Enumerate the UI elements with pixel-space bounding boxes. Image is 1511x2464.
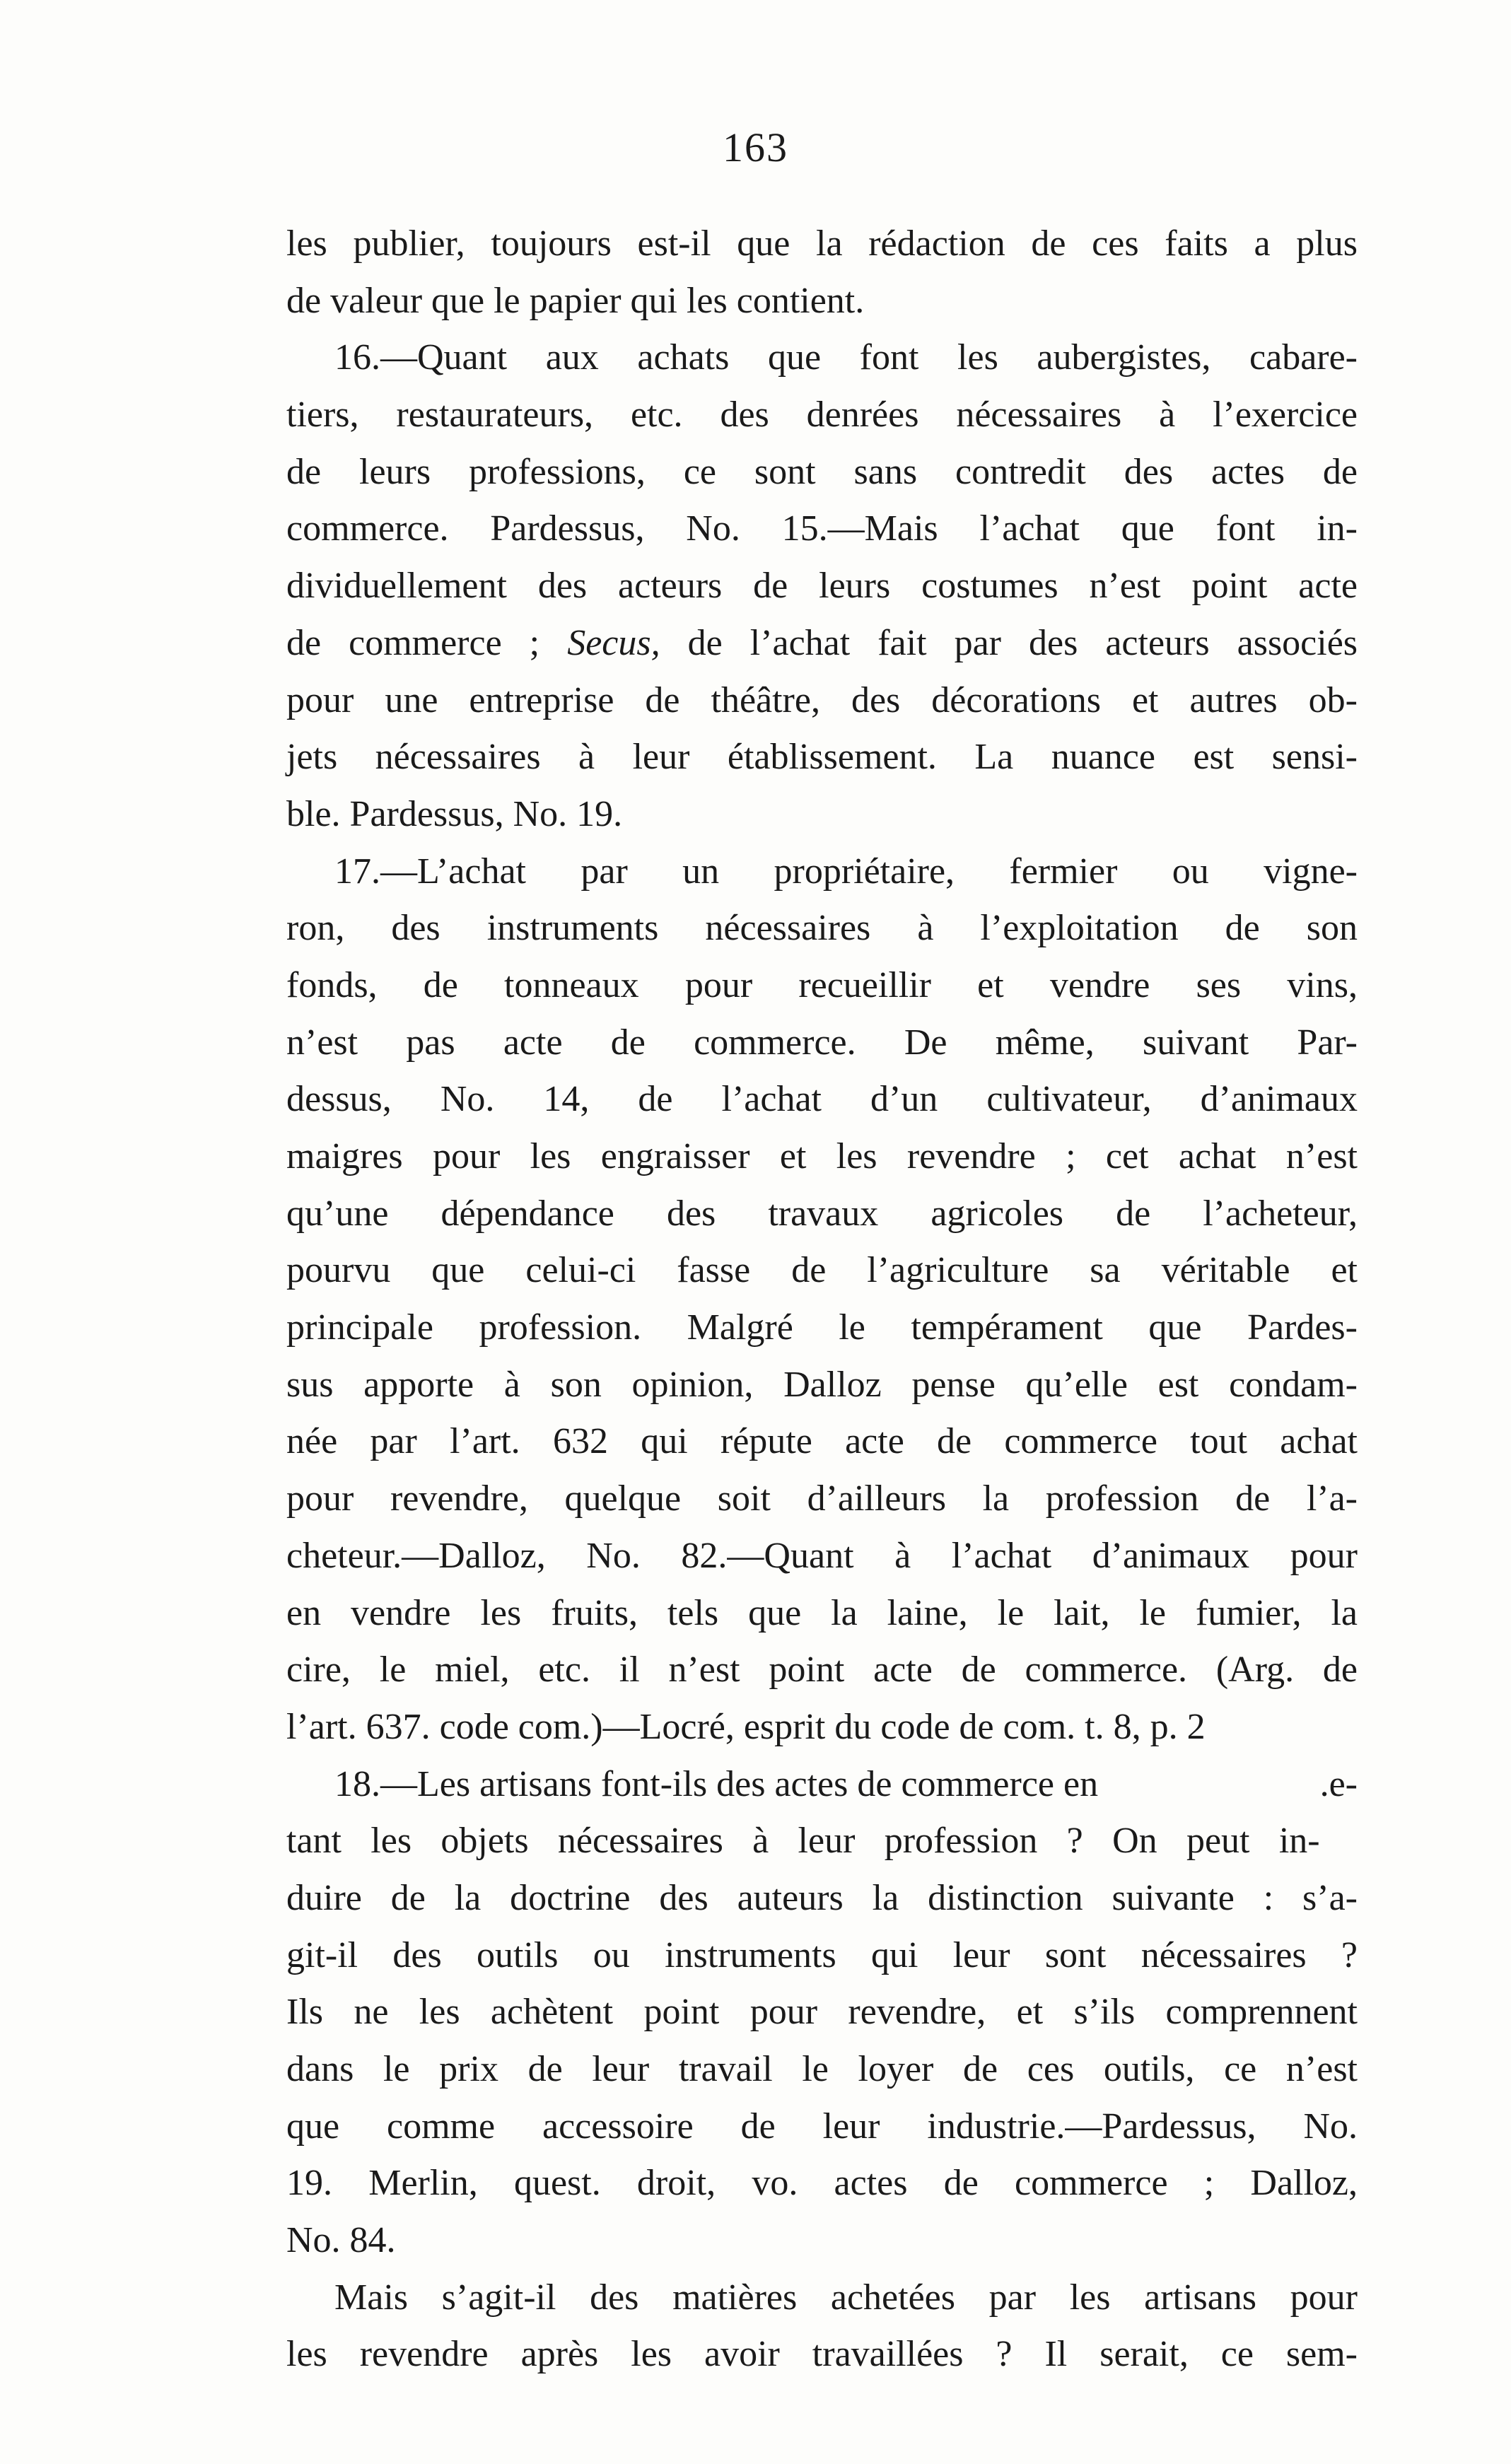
- text-line: l’art. 637. code com.)—Locré, esprit du code de com. t. 8, p. 2: [286, 1706, 1206, 1747]
- text-line: fonds, de tonneaux pour recueillir et vendre ses vins,: [286, 964, 1358, 1005]
- text-line: dans le prix de leur travail le loyer de ces outils, ce n’est: [286, 2049, 1358, 2089]
- text-line: pourvu que celui-ci fasse de l’agriculture sa véritable et: [286, 1250, 1358, 1291]
- text-line: [286, 1756, 1358, 1814]
- body-text: [286, 216, 1358, 2383]
- page-number: 163: [723, 124, 788, 170]
- text-line: dividuellement des acteurs de leurs costumes n’est point acte: [286, 566, 1358, 607]
- text-fragment: .e-: [1319, 1763, 1358, 1804]
- text-line: jets nécessaires à leur établissement. La nuance est sensi-: [286, 737, 1358, 778]
- text-line: pour revendre, quelque soit d’ailleurs la profession de l’a-: [286, 1478, 1358, 1519]
- text-line: née par l’art. 632 qui répute acte de commerce tout achat: [286, 1421, 1358, 1462]
- text-line: les revendre après les avoir travaillées ? Il serait, ce sem-: [286, 2334, 1358, 2375]
- text-line: cire, le miel, etc. il n’est point acte de commerce. (Arg. de: [286, 1650, 1358, 1691]
- text-line: cheteur.—Dalloz, No. 82.—Quant à l’achat d’animaux pour: [286, 1535, 1358, 1576]
- text-line: 17.—L’achat par un propriétaire, fermier ou vigne-: [334, 851, 1358, 892]
- text-line: ron, des instruments nécessaires à l’exploitation de son: [286, 908, 1358, 949]
- text-line: commerce. Pardessus, No. 15.—Mais l’achat que font in-: [286, 508, 1358, 549]
- text-line: n’est pas acte de commerce. De même, suivant Par-: [286, 1022, 1358, 1063]
- text-line: Mais s’agit-il des matières achetées par les artisans pour: [334, 2277, 1358, 2318]
- text-line: les publier, toujours est-il que la rédaction de ces faits a plus: [286, 223, 1358, 264]
- text-line: tant les objets nécessaires à leur profession ? On peut in-: [286, 1821, 1320, 1862]
- text-line: [286, 615, 1358, 672]
- italic-term: Secus,: [567, 622, 660, 663]
- text-line: pour une entreprise de théâtre, des décorations et autres ob-: [286, 679, 1358, 720]
- text-fragment: de commerce ;: [286, 622, 540, 663]
- text-line: tiers, restaurateurs, etc. des denrées nécessaires à l’exercice: [286, 395, 1358, 436]
- text-line: Ils ne les achètent point pour revendre, et s’ils comprennent: [286, 1992, 1358, 2033]
- text-fragment: 18.—Les artisans font-ils des actes de commerce en: [334, 1763, 1099, 1804]
- text-line: 16.—Quant aux achats que font les aubergistes, cabare-: [334, 337, 1358, 378]
- text-line: dessus, No. 14, de l’achat d’un cultivateur, d’animaux: [286, 1079, 1358, 1120]
- text-line: ble. Pardessus, No. 19.: [286, 793, 623, 834]
- text-line: de valeur que le papier qui les contient.: [286, 280, 865, 321]
- text-line: qu’une dépendance des travaux agricoles de l’acheteur,: [286, 1193, 1358, 1234]
- text-line: principale profession. Malgré le tempérament que Pardes-: [286, 1307, 1358, 1348]
- text-fragment: de l’achat fait par des acteurs associés: [687, 622, 1358, 663]
- text-line: que comme accessoire de leur industrie.—Pardessus, No.: [286, 2106, 1358, 2147]
- text-line: duire de la doctrine des auteurs la distinction suivante : s’a-: [286, 1877, 1358, 1918]
- text-line: en vendre les fruits, tels que la laine, le lait, le fumier, la: [286, 1592, 1358, 1633]
- text-line: No. 84.: [286, 2220, 396, 2261]
- text-line: sus apporte à son opinion, Dalloz pense qu’elle est condam-: [286, 1364, 1358, 1405]
- text-line: maigres pour les engraisser et les revendre ; cet achat n’est: [286, 1136, 1358, 1176]
- text-line: 19. Merlin, quest. droit, vo. actes de commerce ; Dalloz,: [286, 2163, 1358, 2204]
- text-line: git-il des outils ou instruments qui leur sont nécessaires ?: [286, 1934, 1358, 1975]
- text-line: de leurs professions, ce sont sans contredit des actes de: [286, 451, 1358, 492]
